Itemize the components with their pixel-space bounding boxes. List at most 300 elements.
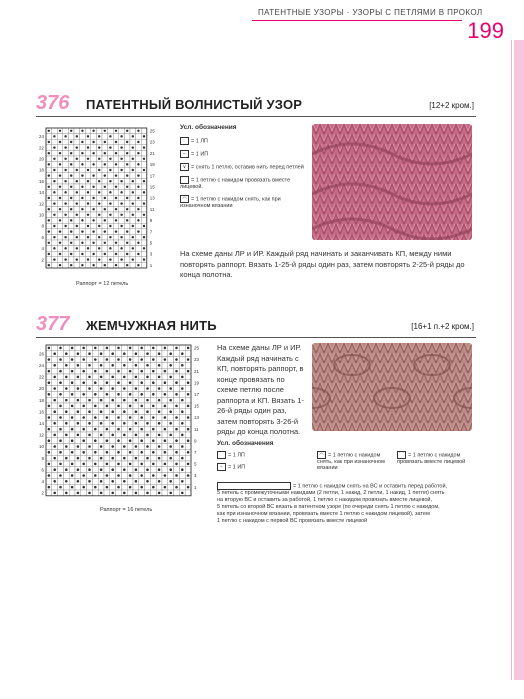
- row-number-right: 7: [149, 229, 153, 235]
- row-number-right: 5: [194, 461, 197, 467]
- chart-cell: [52, 184, 58, 190]
- chart-cell: [68, 190, 74, 196]
- chart-symbol: [111, 434, 114, 437]
- chart-symbol: [126, 186, 128, 188]
- chart-symbol: [94, 451, 97, 454]
- chart-symbol: [111, 492, 114, 495]
- chart-cell: [75, 368, 81, 374]
- chart-symbol: [88, 445, 91, 448]
- chart-cell: [136, 156, 142, 162]
- chart-cell: [141, 150, 147, 156]
- chart-cell: [58, 362, 64, 368]
- chart-cell: [57, 156, 63, 162]
- chart-symbol: [70, 197, 72, 199]
- chart-symbol: [181, 410, 184, 413]
- chart-cell: [63, 380, 69, 386]
- chart-cell: [130, 162, 136, 168]
- chart-symbol: [88, 399, 91, 402]
- chart-cell: [91, 167, 97, 173]
- legend-377-slip-yo: ◠ = 1 петлю с накидом снять, как при изнаночном вязании: [317, 452, 385, 471]
- pattern-376-rule: [36, 116, 476, 117]
- chart-cell: [136, 246, 142, 252]
- chart-cell: [145, 449, 151, 455]
- chart-symbol: [70, 230, 72, 232]
- chart-symbol: [175, 463, 178, 466]
- chart-cell: [124, 145, 130, 151]
- chart-symbol: [87, 247, 89, 249]
- pattern-377-rule: [36, 337, 476, 338]
- chart-cell: [141, 184, 147, 190]
- chart-symbol: [92, 152, 94, 154]
- chart-cell: [116, 386, 122, 392]
- chart-symbol: [92, 219, 94, 221]
- chart-cell: [108, 251, 114, 257]
- chart-symbol: [87, 202, 89, 204]
- chart-symbol: [187, 428, 190, 431]
- chart-symbol: [48, 381, 51, 384]
- chart-cell: [85, 150, 91, 156]
- chart-cell: [58, 374, 64, 380]
- chart-symbol: [129, 393, 132, 396]
- chart-symbol: [146, 387, 149, 390]
- chart-symbol: [111, 352, 114, 355]
- chart-symbol: [109, 225, 111, 227]
- chart-symbol: [53, 258, 55, 260]
- chart-symbol: [100, 376, 103, 379]
- chart-symbol: [59, 347, 62, 350]
- chart-cell: [133, 473, 139, 479]
- chart-symbol: [132, 180, 134, 182]
- chart-cell: [87, 484, 93, 490]
- chart-symbol: [48, 370, 51, 373]
- chart-symbol: [120, 169, 122, 171]
- row-number-left: 16: [38, 178, 44, 184]
- chart-cell: [68, 234, 74, 240]
- chart-cell: [81, 397, 87, 403]
- chart-cell: [87, 403, 93, 409]
- chart-symbol: [106, 347, 109, 350]
- chart-cell: [57, 134, 63, 140]
- chart-cell: [92, 467, 98, 473]
- chart-symbol: [71, 405, 74, 408]
- chart-symbol: [169, 364, 172, 367]
- chart-symbol: [48, 463, 51, 466]
- chart-cell: [113, 156, 119, 162]
- chart-cell: [104, 409, 110, 415]
- chart-symbol: [94, 358, 97, 361]
- chart-cell: [85, 262, 91, 268]
- chart-symbol: [92, 242, 94, 244]
- chart-symbol: [81, 242, 83, 244]
- chart-symbol: [158, 387, 161, 390]
- chart-cell: [130, 229, 136, 235]
- chart-symbol: [92, 186, 94, 188]
- chart-symbol: [140, 358, 143, 361]
- chart-cell: [81, 420, 87, 426]
- chart-cell: [150, 467, 156, 473]
- chart-symbol: [94, 439, 97, 442]
- chart-cell: [57, 212, 63, 218]
- row-number-right: 15: [194, 403, 200, 409]
- chart-cell: [52, 345, 58, 351]
- chart-cell: [92, 397, 98, 403]
- chart-symbol: [140, 428, 143, 431]
- chart-cell: [127, 397, 133, 403]
- chart-cell: [81, 490, 87, 496]
- row-number-right: 25: [194, 345, 200, 351]
- chart-cell: [162, 409, 168, 415]
- chart-cell: [68, 167, 74, 173]
- page-number: 199: [467, 18, 504, 43]
- chart-symbol: [71, 347, 74, 350]
- chart-cell: [68, 246, 74, 252]
- pattern-377-repeat-caption: Раппорт = 16 петель: [100, 507, 153, 513]
- chart-symbol: [143, 214, 145, 216]
- chart-cell: [116, 362, 122, 368]
- chart-symbol: [106, 405, 109, 408]
- chart-cell: [104, 455, 110, 461]
- chart-symbol: [81, 186, 83, 188]
- chart-symbol: [158, 376, 161, 379]
- chart-symbol: [132, 225, 134, 227]
- chart-symbol: [70, 264, 72, 266]
- chart-symbol: [106, 474, 109, 477]
- chart-symbol: [152, 416, 155, 419]
- purl-symbol-icon: −: [217, 463, 226, 471]
- chart-cell: [150, 374, 156, 380]
- chart-cell: [92, 444, 98, 450]
- chart-cell: [87, 438, 93, 444]
- chart-cell: [185, 455, 191, 461]
- chart-symbol: [106, 451, 109, 454]
- chart-symbol: [92, 253, 94, 255]
- chart-symbol: [152, 428, 155, 431]
- chart-cell: [102, 156, 108, 162]
- chart-cell: [136, 257, 142, 263]
- chart-cell: [162, 467, 168, 473]
- chart-cell: [74, 184, 80, 190]
- chart-symbol: [81, 197, 83, 199]
- chart-symbol: [187, 347, 190, 350]
- chart-cell: [80, 145, 86, 151]
- chart-cell: [52, 262, 58, 268]
- chart-symbol: [129, 405, 132, 408]
- chart-cell: [92, 386, 98, 392]
- notes-line-4: 5 петель со второй ВС вязать в патентном узоре (по очереди снять 1 петлю с накидом,: [217, 504, 440, 511]
- row-number-left: 8: [41, 455, 44, 461]
- chart-cell: [96, 173, 102, 179]
- chart-symbol: [111, 387, 114, 390]
- chart-symbol: [187, 474, 190, 477]
- chart-cell: [58, 490, 64, 496]
- chart-cell: [179, 403, 185, 409]
- chart-symbol: [94, 347, 97, 350]
- chart-cell: [179, 438, 185, 444]
- notes-line-2: 5 петель с промежуточными накидами (2 петли, 1 накид, 2 петли, 1 накид, 1 петля) снять: [217, 490, 445, 497]
- chart-cell: [119, 251, 125, 257]
- chart-symbol: [76, 247, 78, 249]
- chart-symbol: [104, 186, 106, 188]
- chart-symbol: [106, 393, 109, 396]
- chart-symbol: [94, 393, 97, 396]
- chart-symbol: [164, 370, 167, 373]
- chart-cell: [98, 415, 104, 421]
- chart-symbol: [71, 416, 74, 419]
- chart-cell: [80, 223, 86, 229]
- chart-symbol: [126, 264, 128, 266]
- row-number-right: 9: [149, 218, 153, 224]
- chart-cell: [46, 246, 52, 252]
- chart-cell: [179, 461, 185, 467]
- chart-symbol: [59, 416, 62, 419]
- chart-cell: [124, 212, 130, 218]
- chart-cell: [121, 357, 127, 363]
- chart-cell: [174, 386, 180, 392]
- chart-symbol: [94, 370, 97, 373]
- chart-symbol: [164, 439, 167, 442]
- chart-cell: [174, 467, 180, 473]
- chart-symbol: [129, 416, 132, 419]
- chart-symbol: [175, 393, 178, 396]
- chart-symbol: [143, 236, 145, 238]
- chart-cell: [96, 206, 102, 212]
- chart-cell: [136, 145, 142, 151]
- chart-cell: [113, 223, 119, 229]
- chart-cell: [75, 403, 81, 409]
- chart-symbol: [126, 197, 128, 199]
- chart-symbol: [82, 451, 85, 454]
- chart-cell: [91, 201, 97, 207]
- chart-cell: [81, 478, 87, 484]
- chart-symbol: [158, 352, 161, 355]
- notes-line-3: на вторую ВС и оставить за работой, 1 петлю с накидом провязать вместе лицевой,: [217, 497, 432, 504]
- chart-symbol: [115, 219, 117, 221]
- chart-symbol: [181, 434, 184, 437]
- chart-symbol: [82, 416, 85, 419]
- chart-symbol: [104, 208, 106, 210]
- chart-symbol: [123, 468, 126, 471]
- chart-symbol: [106, 381, 109, 384]
- chart-symbol: [158, 364, 161, 367]
- chart-symbol: [88, 422, 91, 425]
- chart-cell: [52, 162, 58, 168]
- chart-symbol: [126, 174, 128, 176]
- chart-symbol: [71, 451, 74, 454]
- chart-symbol: [137, 186, 139, 188]
- chart-symbol: [181, 457, 184, 460]
- chart-cell: [116, 409, 122, 415]
- chart-symbol: [98, 135, 100, 137]
- chart-cell: [179, 415, 185, 421]
- chart-cell: [102, 234, 108, 240]
- chart-cell: [145, 426, 151, 432]
- chart-symbol: [87, 135, 89, 137]
- chart-symbol: [187, 416, 190, 419]
- pattern-377-notes: [217, 482, 479, 525]
- chart-cell: [127, 478, 133, 484]
- chart-symbol: [65, 434, 68, 437]
- chart-cell: [75, 357, 81, 363]
- chart-cell: [52, 128, 58, 134]
- chart-cell: [127, 386, 133, 392]
- chart-symbol: [64, 180, 66, 182]
- chart-symbol: [152, 486, 155, 489]
- chart-symbol: [88, 376, 91, 379]
- chart-cell: [80, 257, 86, 263]
- chart-cell: [63, 473, 69, 479]
- chart-symbol: [140, 474, 143, 477]
- chart-symbol: [152, 393, 155, 396]
- chart-cell: [127, 432, 133, 438]
- slip-symbol-icon: ∨: [180, 163, 189, 171]
- chart-symbol: [77, 480, 80, 483]
- chart-symbol: [140, 451, 143, 454]
- chart-symbol: [53, 422, 56, 425]
- chart-cell: [91, 178, 97, 184]
- chart-symbol: [88, 457, 91, 460]
- chart-symbol: [48, 416, 51, 419]
- chart-cell: [174, 444, 180, 450]
- chart-cell: [150, 397, 156, 403]
- chart-cell: [63, 391, 69, 397]
- chart-symbol: [64, 146, 66, 148]
- chart-symbol: [143, 135, 145, 137]
- chart-symbol: [70, 130, 72, 132]
- row-number-left: 16: [38, 409, 44, 415]
- pattern-377-chart: [36, 343, 206, 503]
- chart-cell: [46, 409, 52, 415]
- chart-symbol: [64, 258, 66, 260]
- chart-symbol: [100, 468, 103, 471]
- chart-cell: [110, 345, 116, 351]
- chart-cell: [68, 134, 74, 140]
- row-number-left: 24: [38, 363, 44, 369]
- chart-symbol: [137, 197, 139, 199]
- chart-cell: [139, 386, 145, 392]
- chart-symbol: [53, 480, 56, 483]
- chart-cell: [52, 438, 58, 444]
- chart-symbol: [98, 225, 100, 227]
- chart-symbol: [123, 492, 126, 495]
- chart-cell: [96, 150, 102, 156]
- row-number-left: 18: [38, 397, 44, 403]
- chart-symbol: [126, 230, 128, 232]
- chart-symbol: [152, 347, 155, 350]
- chart-cell: [46, 455, 52, 461]
- chart-cell: [92, 409, 98, 415]
- chart-cell: [69, 374, 75, 380]
- chart-symbol: [137, 253, 139, 255]
- chart-cell: [156, 426, 162, 432]
- chart-cell: [145, 391, 151, 397]
- chart-symbol: [76, 191, 78, 193]
- chart-symbol: [77, 410, 80, 413]
- chart-cell: [104, 362, 110, 368]
- chart-cell: [124, 201, 130, 207]
- chart-symbol: [48, 474, 51, 477]
- chart-cell: [179, 345, 185, 351]
- chart-cell: [52, 461, 58, 467]
- chart-symbol: [132, 214, 134, 216]
- row-number-right: 21: [194, 368, 200, 374]
- chart-symbol: [100, 480, 103, 483]
- chart-cell: [179, 368, 185, 374]
- chart-symbol: [81, 152, 83, 154]
- row-number-left: 22: [38, 374, 44, 380]
- chart-symbol: [146, 468, 149, 471]
- chart-symbol: [152, 358, 155, 361]
- chart-cell: [108, 139, 114, 145]
- chart-cell: [87, 426, 93, 432]
- chart-cell: [92, 432, 98, 438]
- chart-cell: [96, 251, 102, 257]
- chart-symbol: [120, 236, 122, 238]
- chart-cell: [85, 128, 91, 134]
- chart-cell: [110, 403, 116, 409]
- chart-cell: [63, 150, 69, 156]
- chart-symbol: [76, 214, 78, 216]
- chart-cell: [168, 368, 174, 374]
- chart-symbol: [92, 130, 94, 132]
- purl-symbol-icon: −: [180, 150, 189, 158]
- chart-cell: [80, 134, 86, 140]
- chart-symbol: [106, 486, 109, 489]
- chart-symbol: [146, 410, 149, 413]
- chart-symbol: [164, 358, 167, 361]
- chart-symbol: [88, 352, 91, 355]
- chart-cell: [58, 397, 64, 403]
- chart-symbol: [82, 370, 85, 373]
- chart-symbol: [140, 347, 143, 350]
- chart-symbol: [64, 169, 66, 171]
- chart-symbol: [53, 180, 55, 182]
- row-number-left: 26: [38, 351, 44, 357]
- chart-cell: [116, 467, 122, 473]
- legend-purl: − = 1 ИП: [180, 150, 310, 158]
- chart-symbol: [135, 480, 138, 483]
- chart-cell: [74, 218, 80, 224]
- chart-cell: [133, 368, 139, 374]
- chart-cell: [92, 420, 98, 426]
- chart-cell: [108, 229, 114, 235]
- chart-symbol: [82, 428, 85, 431]
- chart-cell: [57, 190, 63, 196]
- chart-cell: [46, 432, 52, 438]
- chart-cell: [108, 218, 114, 224]
- chart-cell: [46, 223, 52, 229]
- chart-symbol: [106, 439, 109, 442]
- chart-symbol: [76, 180, 78, 182]
- chart-symbol: [146, 399, 149, 402]
- chart-cell: [113, 145, 119, 151]
- chart-cell: [139, 455, 145, 461]
- chart-symbol: [76, 236, 78, 238]
- chart-symbol: [181, 352, 184, 355]
- chart-symbol: [152, 381, 155, 384]
- chart-cell: [98, 438, 104, 444]
- chart-symbol: [88, 364, 91, 367]
- chart-cell: [87, 357, 93, 363]
- chart-symbol: [71, 370, 74, 373]
- chart-symbol: [123, 352, 126, 355]
- chart-symbol: [88, 492, 91, 495]
- chart-cell: [121, 415, 127, 421]
- chart-symbol: [123, 364, 126, 367]
- chart-cell: [63, 461, 69, 467]
- chart-cell: [133, 438, 139, 444]
- chart-cell: [46, 444, 52, 450]
- chart-cell: [81, 455, 87, 461]
